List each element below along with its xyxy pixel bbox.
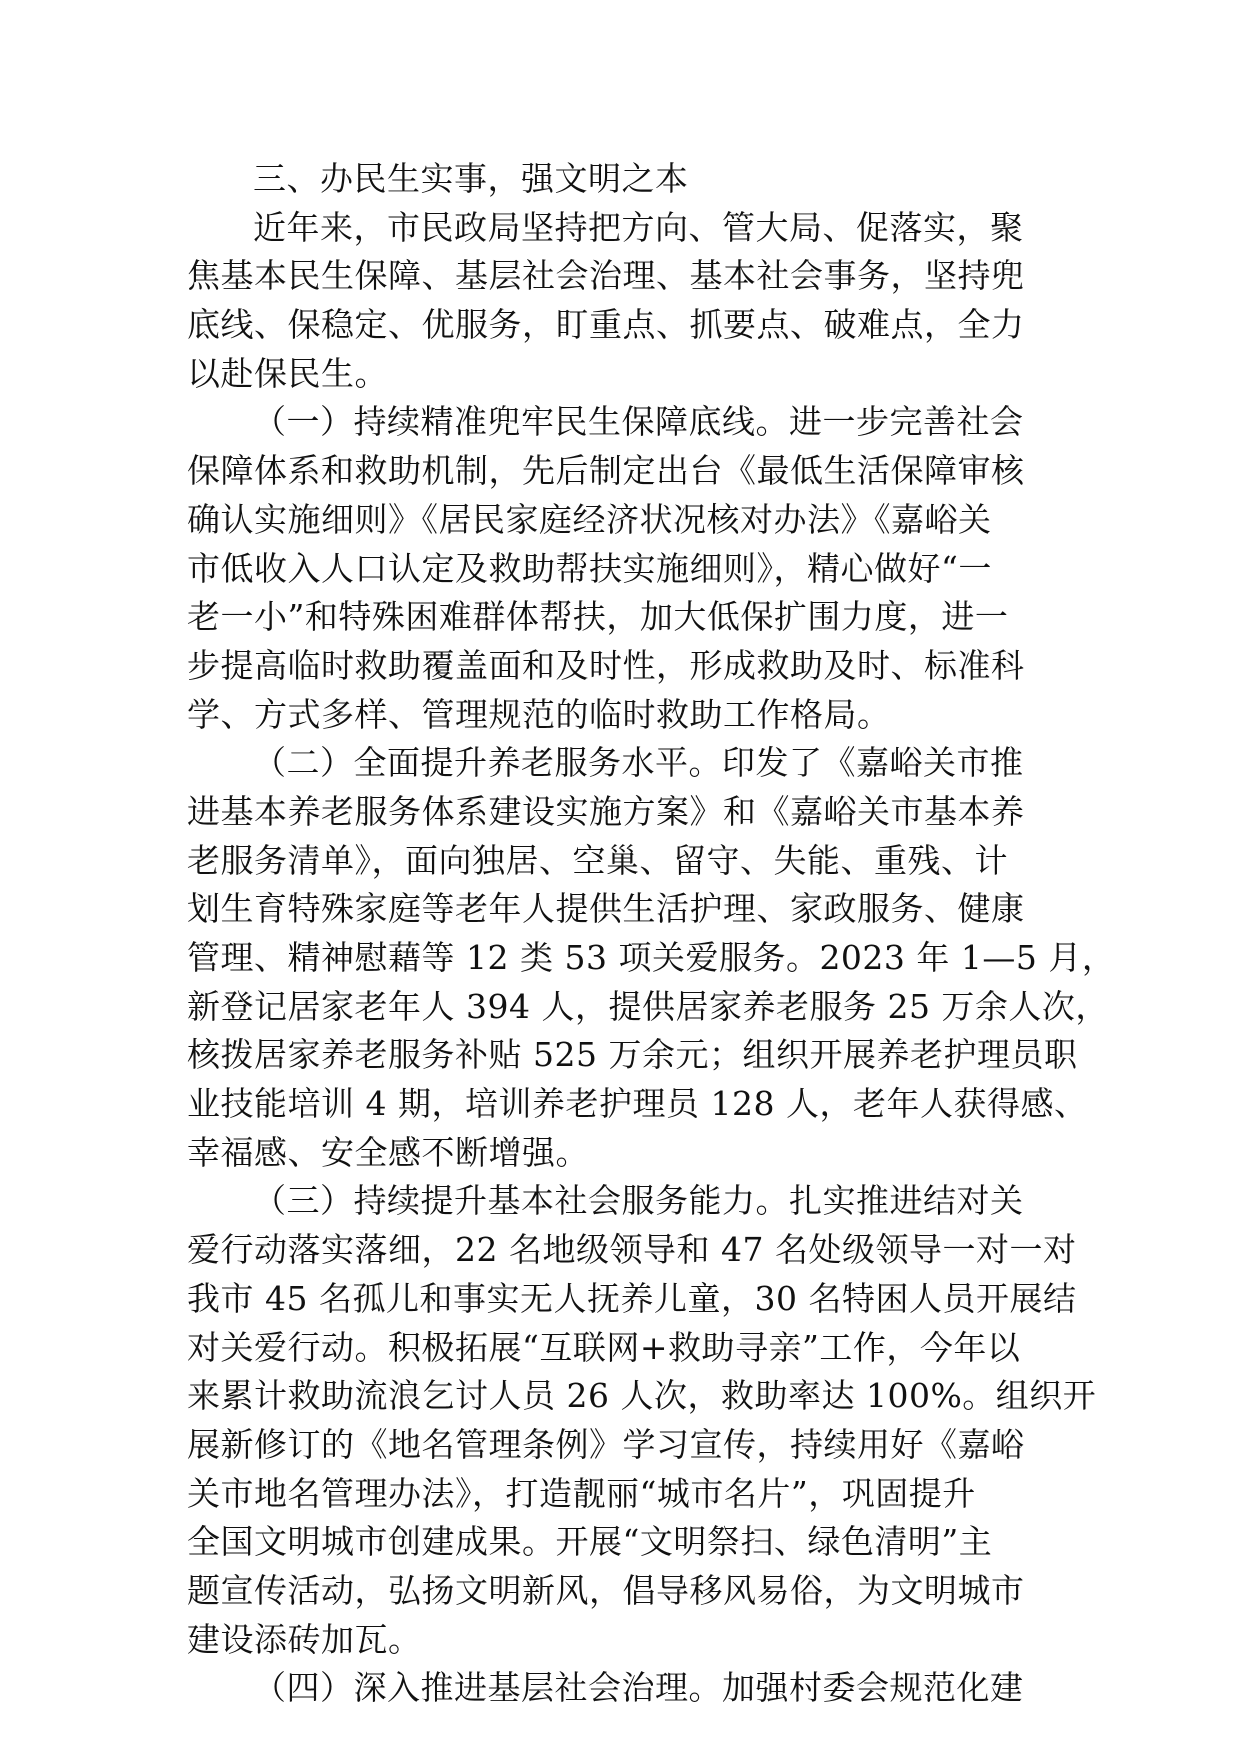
paragraph-line: 对关爱行动。积极拓展“互联网+救助寻亲”工作，今年以 bbox=[187, 1327, 1021, 1367]
paragraph-line: 市低收入人口认定及救助帮扶实施细则》，精心做好“一 bbox=[187, 548, 992, 588]
paragraph-line: 建设添砖加瓦。 bbox=[187, 1619, 422, 1659]
paragraph-line: 全国文明城市创建成果。开展“文明祭扫、绿色清明”主 bbox=[187, 1522, 993, 1562]
subsection-line: （四）深入推进基层社会治理。加强村委会规范化建 bbox=[253, 1668, 1024, 1708]
section-heading: 三、办民生实事，强文明之本 bbox=[253, 159, 689, 198]
paragraph-line: 焦基本民生保障、基层社会治理、基本社会事务，坚持兜 bbox=[187, 256, 1025, 296]
paragraph-line: 进基本养老服务体系建设实施方案》和《嘉峪关市基本养 bbox=[187, 791, 1025, 831]
paragraph-line: 老一小”和特殊困难群体帮扶，加大低保扩围力度，进一 bbox=[187, 597, 1009, 637]
paragraph-line: 步提高临时救助覆盖面和及时性，形成救助及时、标准科 bbox=[187, 645, 1025, 685]
paragraph-line: 新登记居家老年人 394 人，提供居家养老服务 25 万余人次， bbox=[187, 986, 1109, 1026]
paragraph-line: 近年来，市民政局坚持把方向、管大局、促落实，聚 bbox=[253, 207, 1024, 247]
document-body bbox=[187, 155, 1116, 1713]
subsection-line: （一）持续精准兜牢民生保障底线。进一步完善社会 bbox=[253, 402, 1024, 442]
paragraph-line: 管理、精神慰藉等 12 类 53 项关爱服务。2023 年 1—5 月， bbox=[187, 938, 1116, 977]
subsection-line: （二）全面提升养老服务水平。印发了《嘉峪关市推 bbox=[253, 743, 1024, 783]
paragraph-line: 核拨居家养老服务补贴 525 万余元；组织开展养老护理员职 bbox=[187, 1035, 1078, 1075]
paragraph-line: 关市地名管理办法》，打造靓丽“城市名片”，巩固提升 bbox=[187, 1473, 976, 1513]
paragraph-line: 保障体系和救助机制，先后制定出台《最低生活保障审核 bbox=[187, 451, 1025, 491]
paragraph-line: 底线、保稳定、优服务，盯重点、抓要点、破难点，全力 bbox=[187, 305, 1025, 345]
paragraph-line: 展新修订的《地名管理条例》学习宣传，持续用好《嘉峪 bbox=[187, 1424, 1025, 1464]
paragraph-line: 题宣传活动，弘扬文明新风，倡导移风易俗，为文明城市 bbox=[187, 1570, 1025, 1610]
paragraph-line: 业技能培训 4 期，培训养老护理员 128 人，老年人获得感、 bbox=[187, 1084, 1088, 1124]
paragraph-line: 爱行动落实落细，22 名地级领导和 47 名处级领导一对一对 bbox=[187, 1230, 1077, 1270]
paragraph-line: 确认实施细则》《居民家庭经济状况核对办法》《嘉峪关 bbox=[187, 499, 992, 539]
paragraph-line: 划生育特殊家庭等老年人提供生活护理、家政服务、健康 bbox=[187, 889, 1025, 929]
paragraph-line: 幸福感、安全感不断增强。 bbox=[187, 1132, 589, 1172]
paragraph-line: 以赴保民生。 bbox=[187, 353, 388, 393]
paragraph-line: 我市 45 名孤儿和事实无人抚养儿童，30 名特困人员开展结 bbox=[187, 1278, 1077, 1318]
paragraph-line: 老服务清单》，面向独居、空巢、留守、失能、重残、计 bbox=[187, 840, 1008, 880]
paragraph-line: 学、方式多样、管理规范的临时救助工作格局。 bbox=[187, 694, 891, 734]
subsection-line: （三）持续提升基本社会服务能力。扎实推进结对关 bbox=[253, 1181, 1024, 1221]
paragraph-line: 来累计救助流浪乞讨人员 26 人次，救助率达 100%。组织开 bbox=[187, 1376, 1097, 1416]
